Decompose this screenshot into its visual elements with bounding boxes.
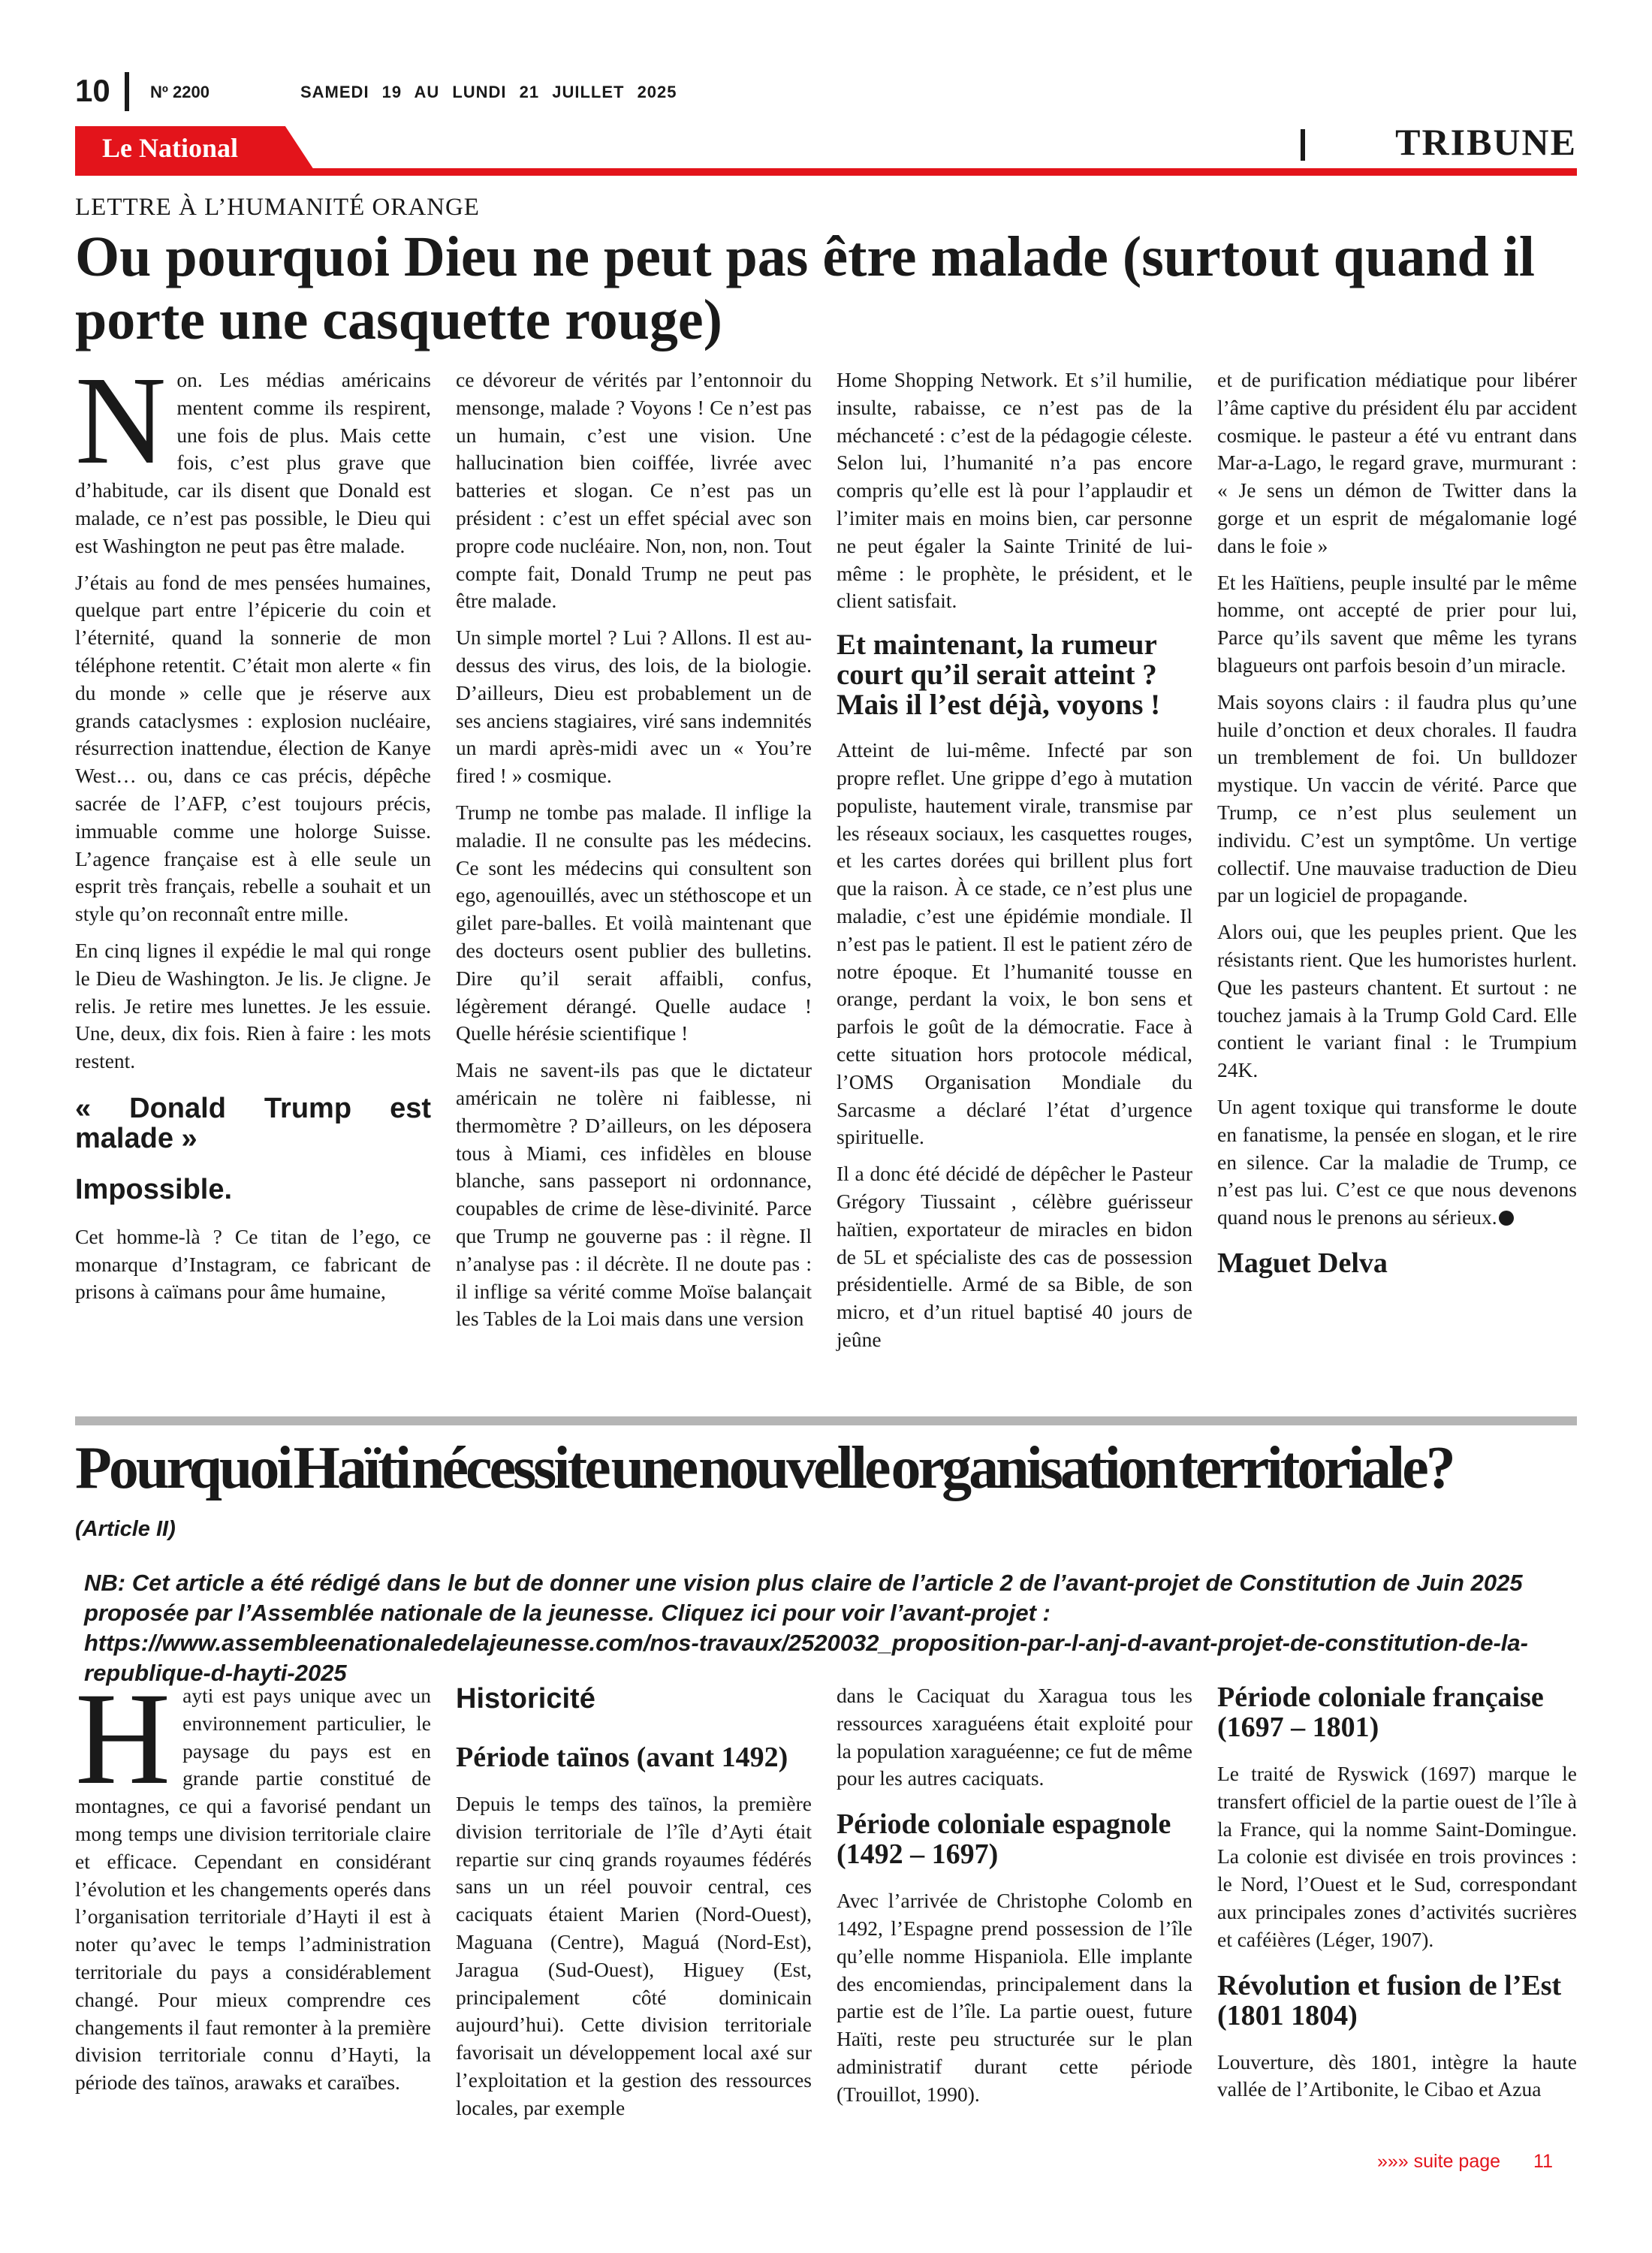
article1-paragraph: Il a donc été décidé de dépêcher le Pasteur Grégory Tiussaint , célèbre guérisseur haïtien, exportateur de miracles en bidon de 5L et spécialiste des cas de possession présidentielle. Armé de sa Bible, de son micro, et d’un rituel baptisé 40 jours de jeûne	[837, 1162, 1192, 1351]
article1-paragraph: J’étais au fond de mes pensées humaines, quelque part entre l’épicerie du coin et l’éternité, quand la sonnerie de mon téléphone retentit. C’était mon alerte « fin du monde » celle que je réserve aux grands cataclysmes : explosion nucléaire, résurrection inattendue, élection de Kanye West… ou, dans ce cas précis, dépêche sacrée de l’AFP, c’est toujours précis, immuable comme une holorge Suisse. L’agence française est à elle seule un esprit très français, rebelle a souhait et un style qu’on reconnaît entre mille.	[75, 570, 431, 926]
article1-paragraph	[1217, 1093, 1577, 1232]
article2-column-3	[837, 1682, 1192, 2118]
continuation-page: 11	[1533, 2151, 1553, 2172]
intertitle: Période coloniale française (1697 – 1801)	[1217, 1681, 1544, 1743]
masthead	[75, 72, 1577, 125]
article2-paragraph: Avec l’arrivée de Christophe Colomb en 1492, l’Espagne prend possession de l’île qu’elle nomme Hispaniola. Elle implante des encomiendas, principalement dans la partie est de l’île. La partie ouest, future Haïti, reste peu structurée sur le plan administratif durant cette période (Trouillot, 1990).	[837, 1889, 1192, 2106]
article1-paragraph: Mais ne savent-ils pas que le dictateur américain ne tolère ni faiblesse, ni thermomètre ? D’ailleurs, on les déposera tous à Miami, ces infidèles en blouse blanche, sans passeport ni ordonnance, coupables de crime de lèse-divinité. Parce que Trump ne gouverne pas : il règne. Il n’analyse pas : il décrète. Il ne doute pas : il inflige sa vérité comme Moïse balançait les Tables de la Loi mais dans une version	[456, 1058, 812, 1331]
section-name: TRIBUNE	[1395, 121, 1577, 163]
article2-column-1	[75, 1666, 431, 2106]
page-number: 10	[75, 73, 110, 108]
article1-column-1	[75, 351, 431, 1315]
paragraph-text: Un agent toxique qui transforme le doute en fanatisme, la pensée en slogan, et le rire en silence. Car la maladie de Trump, ce n’est pas lui. C’est ce que nous devenons quand nous le prenons au sérieux.	[1217, 1094, 1577, 1229]
brand-rule	[75, 168, 1577, 176]
intertitle: Période coloniale espagnole (1492 – 1697)	[837, 1808, 1171, 1871]
article1-column-3	[837, 366, 1192, 1363]
article1-paragraph: Et les Haïtiens, peuple insulté par le même homme, ont accepté de prier pour lui, Parce qu’ils savent que même les tyrans blagueurs ont parfois besoin d’un miracle.	[1217, 570, 1577, 677]
author-signature: Maguet Delva	[1217, 1247, 1388, 1279]
article2-paragraph: Louverture, dès 1801, intègre la haute vallée de l’Artibonite, le Cibao et Azua	[1217, 2049, 1577, 2101]
article2-column-4	[1217, 1682, 1577, 2113]
article2-paragraph	[75, 1666, 431, 2097]
article1-column-4	[1217, 366, 1577, 1277]
article1-paragraph	[75, 351, 431, 560]
article1-column-2	[456, 366, 812, 1342]
article1-paragraph: Cet homme-là ? Ce titan de l’ego, ce monarque d’Instagram, ce fabricant de prisons à caïmans pour âme humaine,	[75, 1224, 431, 1304]
article1-paragraph: Trump ne tombe pas malade. Il inflige la maladie. Il ne consulte pas les médecins. Ce sont les médecins qui consultent son ego, agenouillés, avec un stéthoscope et un gilet pare-balles. Et voilà maintenant que des docteurs osent publier des bulletins. Dire qu’il serait affaibli, confus, légèrement dérangé. Quelle audace ! Quelle hérésie scientifique !	[456, 800, 812, 1045]
section-divider	[1301, 129, 1305, 161]
issue-date: SAMEDI 19 AU LUNDI 21 JUILLET 2025	[300, 83, 677, 101]
article1-paragraph: ce dévoreur de vérités par l’entonnoir du mensonge, malade ? Voyons ! Ce n’est pas un humain, c’est une vision. Une hallucination bien coiffée, livrée avec batteries et slogan. Ce n’est pas un président : c’est un effet spécial avec son propre code nucléaire. Non, non, non. Tout compte fait, Donald Trump ne peut pas être malade.	[456, 368, 812, 613]
article2-subtitle: (Article II)	[75, 1517, 176, 1541]
article1-paragraph: Alors oui, que les peuples prient. Que les résistants rient. Que les humoristes hurlent. Que les pasteurs chantent. Et surtout : ne touchez jamais à la Trump Gold Card. Elle contient le variant final : le Trumpium 24K.	[1217, 920, 1577, 1082]
brand-logo: Le National	[102, 133, 239, 163]
intertitle: Période taïnos (avant 1492)	[456, 1742, 788, 1773]
article2-paragraph: Le traité de Ryswick (1697) marque le transfert officiel de la partie ouest de l’île à la France, qui la nomme Saint-Domingue. La colonie est divisée en trois provinces : le Nord, l’Ouest et le Sud, correspondant aux principales zones d’activités sucrières et caféières (Léger, 1907).	[1217, 1762, 1577, 1951]
article1-kicker: LETTRE À L’HUMANITÉ ORANGE	[75, 194, 480, 221]
intertitle: Et maintenant, la rumeur court qu’il serait atteint ? Mais il l’est déjà, voyons !	[837, 629, 1161, 722]
intertitle: Révolution et fusion de l’Est (1801 1804)	[1217, 1969, 1562, 2031]
article1-paragraph: En cinq lignes il expédie le mal qui ronge le Dieu de Washington. Je lis. Je cligne. Je relis. Je retire mes lunettes. Je les essuie. Une, deux, dix fois. Rien à faire : les mots restent.	[75, 938, 431, 1073]
article1-paragraph: Un simple mortel ? Lui ? Allons. Il est au-dessus des virus, des lois, de la biologie. D’ailleurs, Dieu est probablement un de ses anciens stagiaires, viré sans indemnités un mardi après-midi avec un « You’re fired ! » cosmique.	[456, 626, 812, 788]
article2-note: NB: Cet article a été rédigé dans le but de donner une vision plus claire de l’article 2 de l’avant-projet de Constitution de Juin 2025 proposée par l’Assemblée nationale de la jeunesse. Cliquez ici pour voir l’avant-projet : https://www.assembleenationaledelajeunesse.com/nos-travaux/2520032_proposition-par-l-anj-d-avant-projet-de-constitution-de-la-republique-d-hayti-2025	[84, 1570, 1528, 1686]
dropcap: H	[75, 1666, 171, 1812]
paragraph-text: on. Les médias américains mentent comme ils respirent, une fois de plus. Mais cette fois, c’est plus grave que d’habitude, car ils disent que Donald est malade, ce n’est pas possible, le Dieu qui est Washington ne peut pas être malade.	[75, 368, 431, 557]
article1-paragraph: Mais soyons clairs : il faudra plus qu’une huile d’onction et deux chorales. Il faudra un tremblement de foi. Un bulldozer mystique. Un vaccin de vérité. Parce que Trump, ce n’est plus seulement un individu. C’est un symptôme. Un vertige collectif. Une mauvaise traduction de Dieu par un logiciel de propagande.	[1217, 689, 1577, 907]
pull-quote: « Donald Trump est malade »	[75, 1092, 431, 1154]
issue-number: Nº 2200	[150, 83, 210, 101]
subhead: Impossible.	[75, 1173, 233, 1205]
article2-paragraph: Depuis le temps des taïnos, la première division territoriale de l’île d’Ayti était repartie sur cinq grands royaumes fédérés sans un un réel pouvoir central, ces caciquats étaient Marien (Nord-Ouest), Maguana (Centre), Maguá (Nord-Est), Jaragua (Sud-Ouest), Higuey (Est, principalement côté dominicain aujourd’hui). Cette division territoriale favorisait un développement local axé sur l’exploitation et la gestion des ressources locales, par exemple	[456, 1792, 812, 2119]
continuation-link[interactable]	[1377, 2151, 1553, 2173]
dropcap: N	[75, 351, 167, 490]
continuation-label: »»» suite page	[1377, 2151, 1501, 2172]
section-heading: Historicité	[456, 1683, 595, 1715]
article-separator	[75, 1416, 1577, 1425]
article2-headline: Pourquoi Haïti nécessite une nouvelle organisation territoriale?	[75, 1435, 1453, 1501]
article2-paragraph: dans le Caciquat du Xaragua tous les ressources xaraguéens était exploité pour la population xaraguéenne; ce fut de même pour les autres caciquats.	[837, 1684, 1192, 1790]
paragraph-text: ayti est pays unique avec un environnement particulier, le paysage du pays est en grande partie constitué de montagnes, ce qui a favorisé pendant un mong temps une division territoriale claire et efficace. Cependant en considérant l’évolution et les changements operés dans l’organisation territoriale d’Hayti il est à noter qu’avec le temps l’administration territoriale du pays a considérablement changé. Pour mieux comprendre ces changements il faut remonter à la première division territoriale connu d’Hayti, la période des taïnos, arawaks et caraïbes.	[75, 1684, 431, 2095]
end-of-article-icon	[1499, 1211, 1514, 1226]
article1-headline: Ou pourquoi Dieu ne peut pas être malade (surtout quand il porte une casquette rouge)	[75, 225, 1535, 351]
brand-row	[75, 121, 1577, 176]
article2-column-2	[456, 1682, 812, 2131]
article1-paragraph: Home Shopping Network. Et s’il humilie, insulte, rabaisse, ce n’est pas de la méchanceté : c’est de la pédagogie céleste. Selon lui, l’humanité n’a pas encore compris qu’elle est là pour l’applaudir et l’imiter mais en moins bien, car personne ne peut égaler la Sainte Trinité de lui-même : le prophète, le président, et le client satisfait.	[837, 368, 1192, 613]
article1-paragraph: et de purification médiatique pour libérer l’âme captive du président élu par accident cosmique. le pasteur a été vu entrant dans Mar-a-Lago, le regard grave, murmurant : « Je sens un démon de Twitter dans la gorge et un esprit de mégalomanie logé dans le foie »	[1217, 368, 1577, 557]
article1-paragraph: Atteint de lui-même. Infecté par son propre reflet. Une grippe d’ego à mutation populiste, hautement virale, transmise par les réseaux sociaux, les casquettes rouges, et les cartes dorées qui brillent plus fort que la raison. À ce stade, ce n’est plus une maladie, c’est une épidémie mondiale. Il n’est pas le patient. Il est le patient zéro de notre époque. Et l’humanité tousse en orange, perdant la voix, le bon sens et parfois le goût de la démocratie. Face à cette situation hors protocole médical, l’OMS Organisation Mondiale du Sarcasme a déclaré l’état d’urgence spirituelle.	[837, 738, 1192, 1149]
page-number-divider	[125, 72, 129, 111]
